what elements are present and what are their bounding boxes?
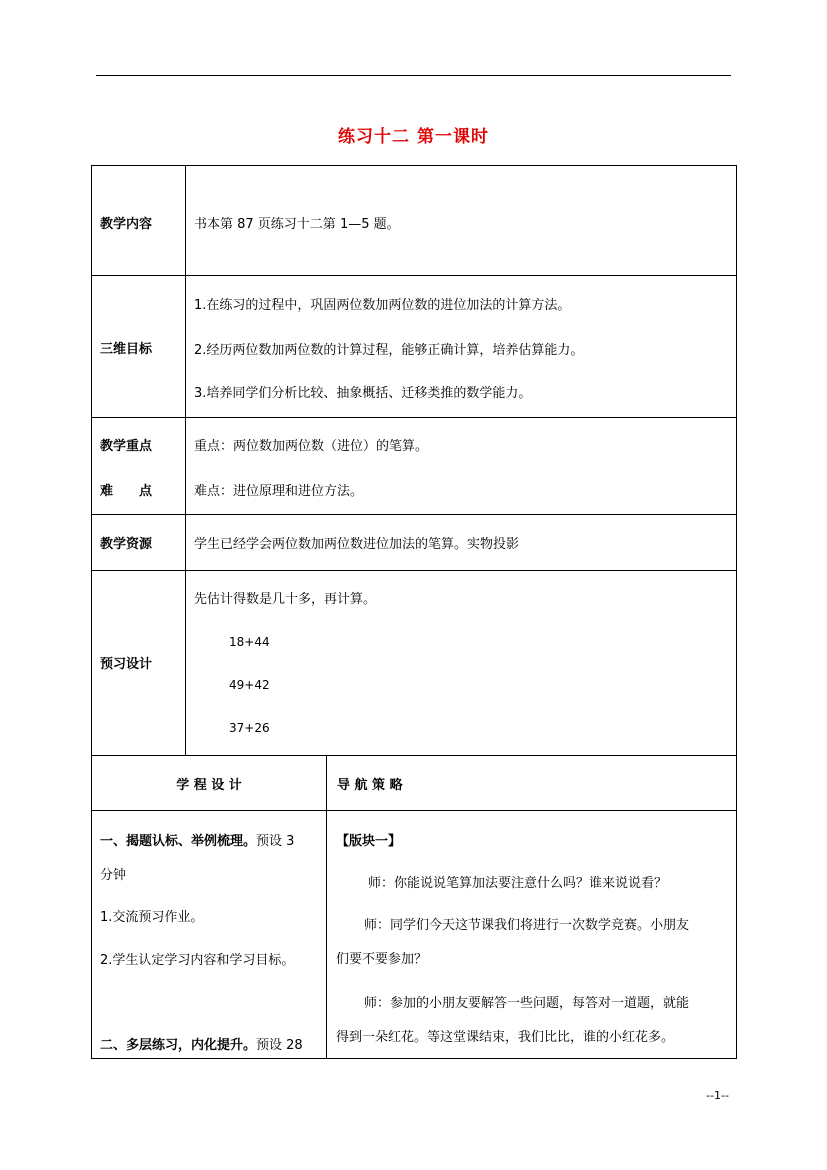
page-number: --1-- <box>706 1089 729 1102</box>
section-one-title: 一、揭题认标、举例梳理。 <box>100 834 257 849</box>
section-two-preset: 预设 28 <box>256 1038 303 1053</box>
section-one-duration: 分钟 <box>100 868 127 883</box>
difficulty-text: 难点：进位原理和进位方法。 <box>194 484 364 499</box>
section-two-heading <box>100 1034 303 1053</box>
teacher-line: 师：同学们今天这节课我们将进行一次数学竞赛。小朋友 <box>364 918 690 933</box>
goal-item: 2.经历两位数加两位数的计算过程，能够正确计算，培养估算能力。 <box>194 343 584 358</box>
page-title: 练习十二 第一课时 <box>338 127 489 147</box>
section-one-item: 1.交流预习作业。 <box>100 910 204 925</box>
row-divider <box>92 755 736 756</box>
plan-header: 学 程 设 计 <box>176 778 242 793</box>
key-text: 重点：两位数加两位数（进位）的笔算。 <box>194 439 429 454</box>
row-divider <box>92 570 736 571</box>
teacher-line: 得到一朵红花。等这堂课结束，我们比比，谁的小红花多。 <box>336 1030 675 1045</box>
row-divider <box>92 417 736 418</box>
preview-intro: 先估计得数是几十多，再计算。 <box>194 592 377 607</box>
lesson-table <box>91 165 737 1059</box>
row-divider <box>92 810 736 811</box>
block-one-heading: 【版块一】 <box>336 834 402 849</box>
section-one-preset: 预设 3 <box>256 834 295 849</box>
content-label: 教学内容 <box>100 217 153 232</box>
resource-label: 教学资源 <box>100 537 153 552</box>
label-column-divider <box>185 166 186 755</box>
section-one-item: 2.学生认定学习内容和学习目标。 <box>100 953 295 968</box>
strategy-header: 导 航 策 略 <box>337 778 403 793</box>
difficulty-label: 难 点 <box>100 484 153 499</box>
header-rule <box>96 75 731 76</box>
goals-label: 三维目标 <box>100 342 153 357</box>
content-text: 书本第 87 页练习十二第 1—5 题。 <box>194 217 400 232</box>
section-one-heading <box>100 830 294 849</box>
preview-exercise: 18+44 <box>229 635 270 649</box>
preview-label: 预习设计 <box>100 657 153 672</box>
row-divider <box>92 514 736 515</box>
preview-exercise: 37+26 <box>229 721 270 735</box>
plan-column-divider <box>326 755 327 1058</box>
teacher-line: 师：你能说说笔算加法要注意什么吗？谁来说说看？ <box>368 876 668 891</box>
key-label: 教学重点 <box>100 439 153 454</box>
row-divider <box>92 275 736 276</box>
teacher-line: 们要不要参加？ <box>336 952 428 967</box>
section-two-title: 二、多层练习，内化提升。 <box>100 1038 257 1053</box>
resource-text: 学生已经学会两位数加两位数进位加法的笔算。实物投影 <box>194 537 520 552</box>
goal-item: 3.培养同学们分析比较、抽象概括、迁移类推的数学能力。 <box>194 386 532 401</box>
teacher-line: 师：参加的小朋友要解答一些问题，每答对一道题，就能 <box>364 996 690 1011</box>
goal-item: 1.在练习的过程中，巩固两位数加两位数的进位加法的计算方法。 <box>194 298 571 313</box>
preview-exercise: 49+42 <box>229 678 270 692</box>
